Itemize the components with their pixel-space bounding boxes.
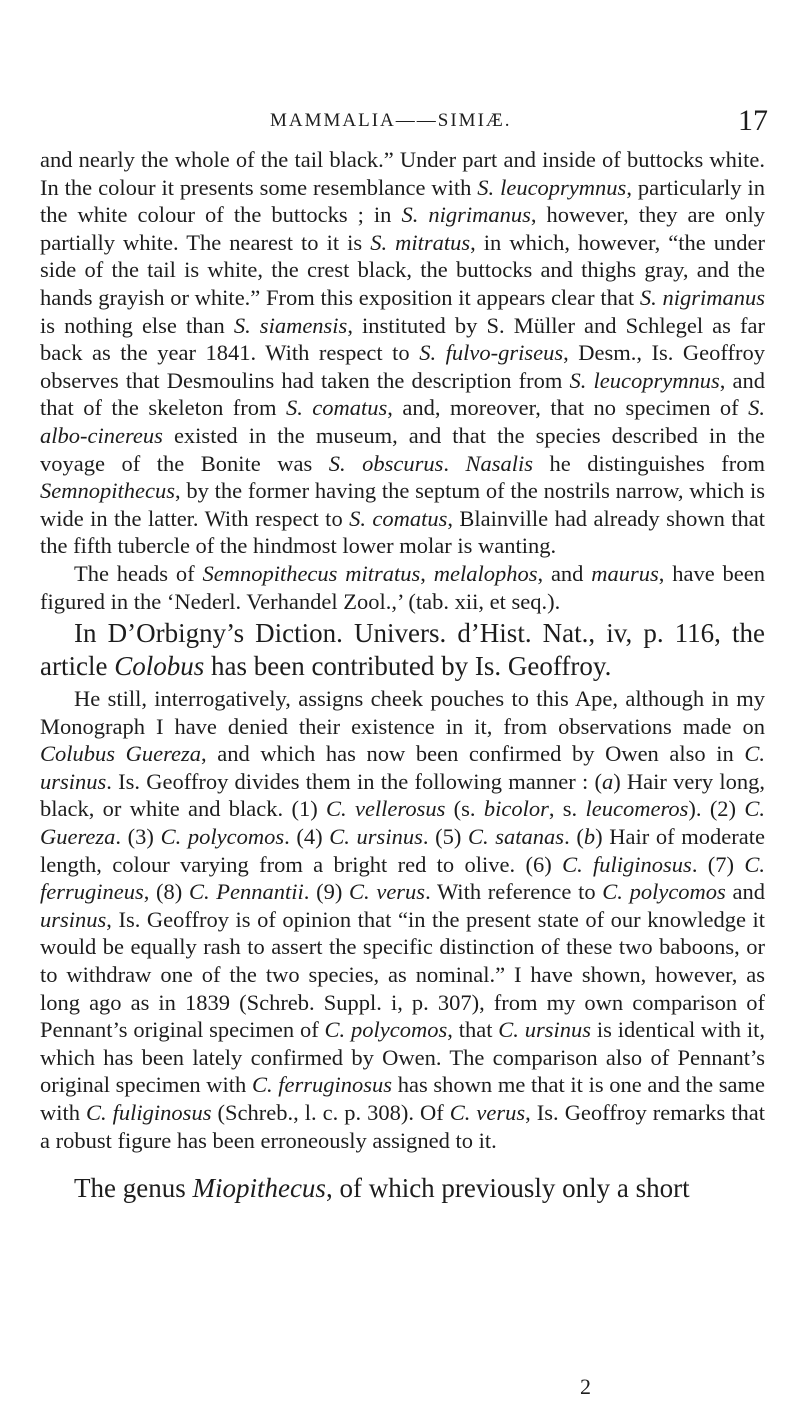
italic-text-run: ursinus	[40, 906, 107, 932]
text-run: He still, interrogatively, assigns cheek pouches to this Ape, although in my Monograph I have denied their existence in it, from observations made on	[40, 686, 765, 739]
text-run: . (9)	[303, 879, 350, 905]
italic-text-run: S. leucoprymnus	[477, 174, 627, 200]
italic-text-run: C. ursinus	[498, 1017, 592, 1043]
text-run: . (4)	[284, 824, 330, 850]
body-text	[40, 146, 765, 1205]
text-run: ,	[420, 560, 434, 586]
italic-text-run: Colobus	[114, 651, 205, 682]
italic-text-run: melalophos	[433, 560, 538, 586]
italic-text-run: S. comatus	[285, 395, 388, 421]
page-header	[0, 104, 800, 138]
text-run: . With reference to	[425, 879, 603, 905]
text-run: . Is. Geoffroy divides them in the following manner : (	[106, 768, 602, 794]
text-run: , s.	[548, 796, 586, 822]
text-run: , particularly in the white colour of the buttocks ; in	[40, 174, 765, 228]
italic-text-run: C. fuliginosus	[86, 1100, 212, 1125]
text-run: , Desm., Is. Geoffroy observes that Desmoulins had taken the description from	[40, 340, 765, 393]
italic-text-run: S. obscurus	[328, 450, 444, 476]
text-run: , Blainville had already shown that the fifth tubercle of the hindmost lower molar is wanting.	[40, 505, 765, 559]
text-run: , that	[447, 1017, 499, 1043]
italic-text-run: C. verus	[449, 1100, 526, 1125]
text-run: , Is. Geoffroy remarks that a robust figure has been erroneously assigned to it.	[40, 1100, 765, 1153]
text-run: and nearly the whole of the tail black.” Under part and inside of buttocks white. In the colour it presents some resemblance with	[40, 147, 765, 200]
text-run: ) Hair of moderate length, colour varying from a bright red to olive. (6)	[40, 824, 765, 877]
text-run: ) Hair very long, black, or white and black. (1)	[40, 768, 765, 822]
paragraph-4	[40, 685, 765, 1154]
text-run: , and	[537, 560, 592, 586]
page-number: 17	[738, 104, 768, 137]
italic-text-run: C. Guereza	[40, 796, 766, 850]
text-run: . (3)	[115, 824, 161, 850]
italic-text-run: C. polycomos	[160, 824, 285, 850]
text-run: is nothing else than	[40, 312, 234, 338]
italic-text-run: S. fulvo-griseus	[419, 340, 564, 366]
text-run: (Schreb., l. c. p. 308). Of	[211, 1100, 450, 1125]
text-run: , have been figured in the ‘Nederl. Verhandel Zool.,’ (tab. xii, et seq.).	[40, 560, 766, 614]
italic-text-run: C. vellerosus	[326, 796, 446, 822]
text-run: , however, they are only partially white. The nearest to it is	[40, 202, 765, 255]
italic-text-run: b	[583, 824, 596, 850]
text-run: The genus	[74, 1173, 193, 1204]
text-run: and	[725, 879, 765, 905]
italic-text-run: Colubus Guereza	[40, 741, 202, 767]
text-run: . (5)	[422, 824, 468, 850]
italic-text-run: S. siamensis	[233, 312, 348, 338]
text-run: (s.	[445, 796, 484, 822]
text-run: , instituted by S. Müller and Schlegel as far back as the year 1841. With respect to	[40, 312, 765, 366]
italic-text-run: C. polycomos	[324, 1017, 448, 1043]
italic-text-run: S. mitratus	[370, 229, 471, 255]
italic-text-run: S. nigrimanus	[639, 284, 765, 310]
italic-text-run: leucomeros	[585, 796, 689, 822]
italic-text-run: C. polycomos	[602, 879, 726, 905]
italic-text-run: C. ferruginosus	[251, 1072, 393, 1098]
text-run: , and, moreover, that no specimen of	[387, 395, 749, 421]
italic-text-run: C. ursinus	[40, 741, 765, 794]
italic-text-run: C. fuliginosus	[562, 851, 692, 877]
paragraph-2	[40, 560, 765, 615]
text-run: has been contributed by Is. Geoffroy.	[204, 651, 612, 682]
italic-text-run: Miopithecus	[192, 1173, 326, 1204]
text-run: , (8)	[143, 879, 189, 905]
italic-text-run: S. nigrimanus	[401, 202, 531, 228]
italic-text-run: Semnopithecus mitratus	[202, 560, 421, 586]
text-run: existed in the museum, and that the species described in the voyage of the Bonite was	[40, 422, 765, 476]
signature-mark: 2	[580, 1374, 591, 1399]
italic-text-run: bicolor	[483, 796, 549, 822]
italic-text-run: S. leucoprymnus	[569, 367, 720, 393]
paragraph-5	[40, 1172, 765, 1205]
text-run: has shown me that it is one and the same with	[40, 1072, 765, 1125]
text-run: . (7)	[691, 851, 745, 877]
italic-text-run: Nasalis	[465, 450, 534, 476]
italic-text-run: C. verus	[349, 879, 426, 905]
paragraph-1	[40, 146, 765, 560]
italic-text-run: C. satanas	[468, 824, 565, 850]
text-run: , Is. Geoffroy is of opinion that “in the present state of our knowledge it would be equally rash to assert the specific distinction of these two baboons, or to withdraw one of the two species, as nominal.” I have shown, however, as long ago as in 1839 (Schreb. Suppl. i, p. 307), from my own comparison of Pennant’s original specimen of	[40, 906, 765, 1043]
text-run: In D’Orbigny’s Diction. Univers. d’Hist. Nat., iv, p. 116, the article	[40, 618, 765, 682]
italic-text-run: S. albo-cinereus	[40, 395, 765, 448]
italic-text-run: C. ferrugineus	[40, 851, 765, 905]
italic-text-run: maurus	[591, 560, 659, 586]
text-run: , and which has now been confirmed by Owen also in	[201, 741, 745, 767]
running-head: MAMMALIA——SIMIÆ.	[270, 110, 512, 131]
text-run: , and that of the skeleton from	[40, 367, 765, 421]
italic-text-run: C. ursinus	[329, 824, 423, 850]
text-run: , in which, however, “the under side of the tail is white, the crest black, the buttocks and thighs gray, and the hands grayish or white.” From this exposition it appears clear that	[40, 229, 765, 310]
text-run: he distinguishes from	[533, 450, 766, 476]
italic-text-run: Semnopithecus	[40, 478, 175, 504]
italic-text-run: S. comatus	[349, 505, 448, 531]
text-run: .	[443, 450, 466, 476]
text-run: , by the former having the septum of the nostrils narrow, which is wide in the latter. With respect to	[40, 478, 765, 531]
paragraph-3-article-note	[40, 617, 765, 683]
text-run: . (	[564, 824, 584, 850]
italic-text-run: C. Pennantii	[188, 879, 304, 905]
text-run: The heads of	[74, 560, 203, 586]
text-run: , of which previously only a short	[325, 1173, 690, 1204]
text-run: ). (2)	[688, 796, 745, 822]
text-run: is identical with it, which has been lately confirmed by Owen. The comparison also of Pennant’s original specimen with	[40, 1017, 765, 1098]
italic-text-run: a	[601, 768, 614, 794]
